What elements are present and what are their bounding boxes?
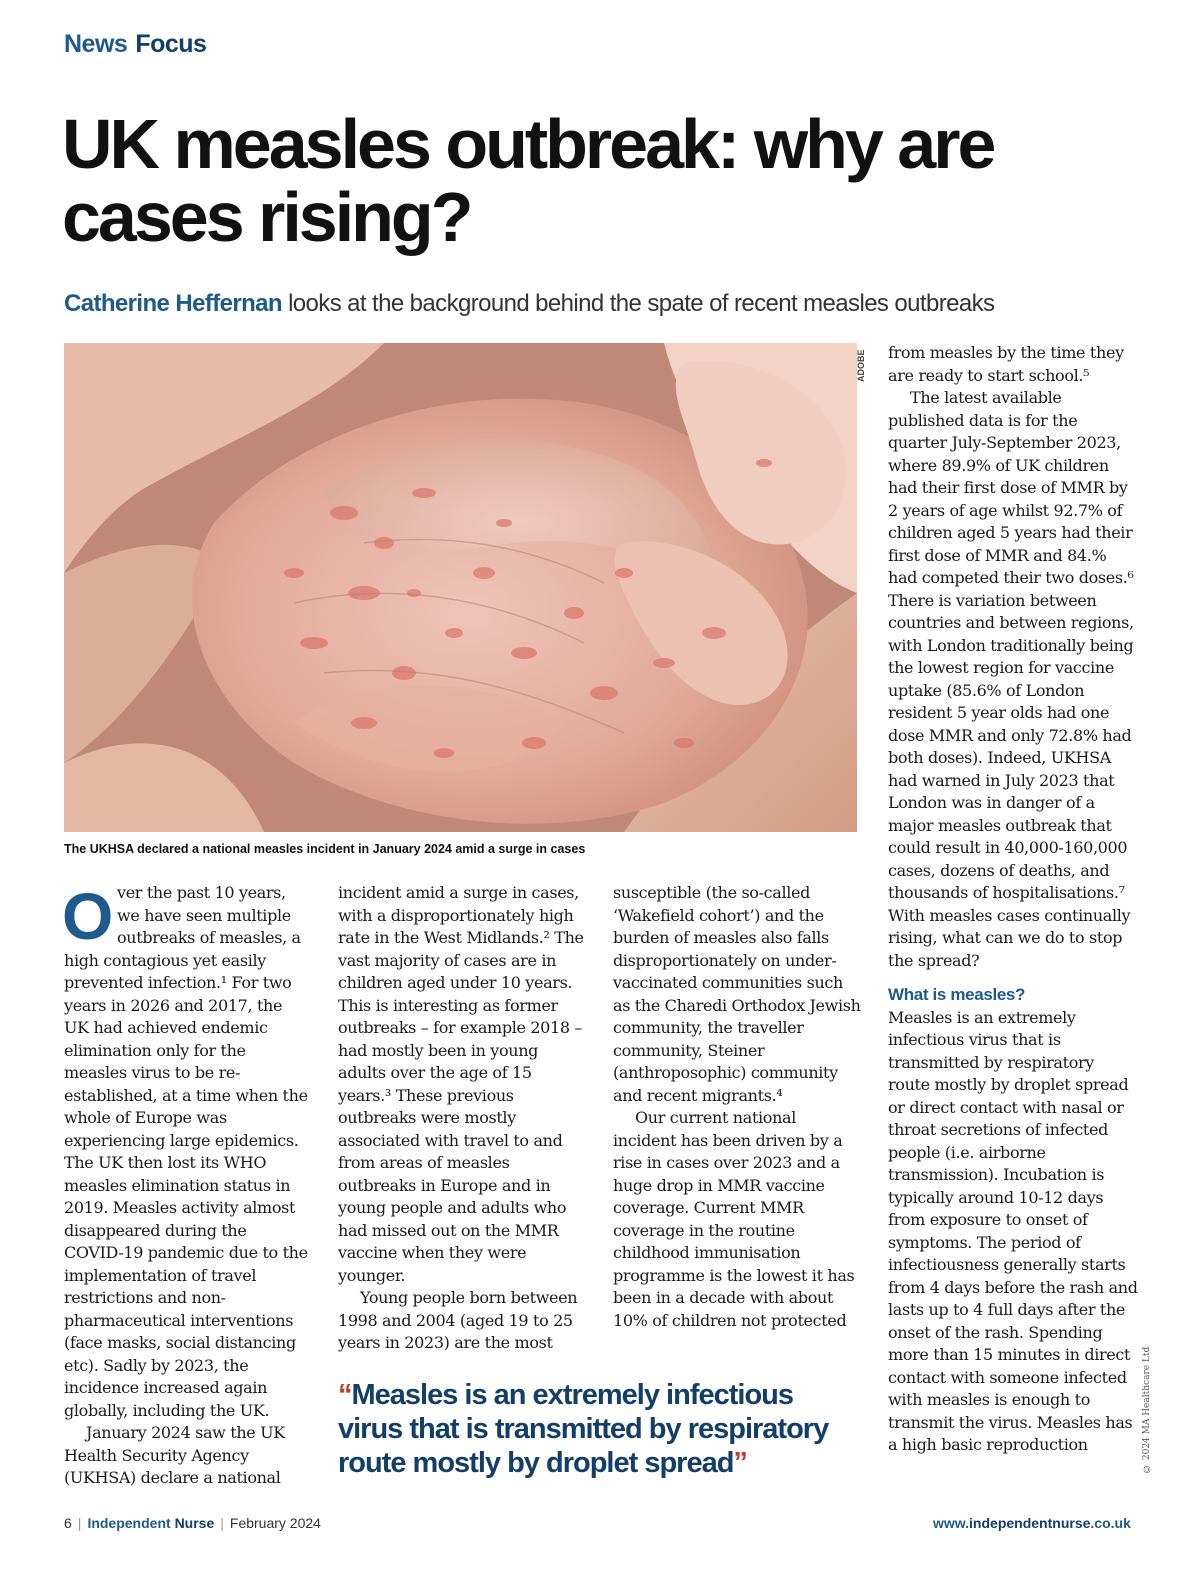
separator: | bbox=[77, 1515, 82, 1531]
spacer bbox=[888, 972, 1138, 984]
magazine-name-part1: Independent bbox=[87, 1515, 171, 1531]
photo-credit: ADOBE bbox=[856, 349, 866, 383]
page-number: 6 bbox=[64, 1515, 72, 1531]
article-photo bbox=[64, 343, 857, 832]
body-paragraph: from measles by the time they are ready to start school.⁵ bbox=[888, 343, 1124, 385]
body-paragraph: incident amid a surge in cases, with a disproportionately high rate in the West Midlands.² The vast majority of cases are in children aged under 10 years. This is interesting as former outbreaks – for example 2018 – had mostly been in young adults over the age of 15 years.³ These previous outbreaks were mostly associated with travel to and from areas of measles outbreaks in Europe and in young people and adults who had missed out on the MMR vaccine when they were younger. bbox=[338, 883, 584, 1285]
page-footer bbox=[64, 1515, 321, 1531]
standfirst bbox=[64, 290, 1144, 318]
section-focus: Focus bbox=[135, 30, 207, 58]
standfirst-text: looks at the background behind the spate of recent measles outbreaks bbox=[288, 290, 995, 317]
issue-date: February 2024 bbox=[229, 1515, 321, 1531]
headline-line1: UK measles outbreak: why are bbox=[62, 105, 994, 183]
dropcap: O bbox=[62, 879, 113, 953]
article-column-3 bbox=[613, 882, 863, 1332]
body-paragraph: Measles is an extremely infectious virus that is transmitted by respiratory route mostly by droplet spread or direct contact with nasal or throat secretions of infected people (i.e. airborne transmission). Incubation is typically around 10-12 days from exposure to onset of symptoms. The period of infectiousness generally starts from 4 days before the rash and lasts up to 4 full days after the onset of the rash. Spending more than 15 minutes in direct contact with someone infected with measles is enough to transmit the virus. Measles has a high basic reproduction bbox=[888, 1007, 1138, 1454]
separator: | bbox=[220, 1515, 224, 1531]
section-subhead: What is measles? bbox=[888, 985, 1026, 1004]
article-column-2 bbox=[338, 882, 586, 1355]
url-domain: independentnurse bbox=[969, 1515, 1091, 1531]
article-column-1 bbox=[62, 879, 309, 1490]
magazine-name-part2: Nurse bbox=[174, 1515, 215, 1531]
url-prefix: www. bbox=[933, 1515, 970, 1531]
copyright-notice: © 2024 MA Healthcare Ltd bbox=[1142, 1346, 1152, 1474]
article-headline bbox=[62, 105, 1062, 256]
body-paragraph: susceptible (the so-called ‘Wakefield cohort’) and the burden of measles also falls disproportionately on under-vaccinated communities such as the Charedi Orthodox Jewish community, the traveller community, Steiner (anthroposophic) community and recent migrants.⁴ bbox=[613, 883, 861, 1105]
body-paragraph bbox=[62, 879, 309, 1422]
body-paragraph: January 2024 saw the UK Health Security Agency (UKHSA) declare a national bbox=[64, 1423, 285, 1487]
baby-hand-rash-illustration bbox=[64, 343, 857, 832]
section-news: News bbox=[64, 30, 128, 58]
body-paragraph: The latest available published data is for the quarter July-September 2023, where 89.9% of UK children had their first dose of MMR by 2 years of age whilst 92.7% of children aged 5 years had their first dose of MMR and 84.% had competed their two doses.⁶ There is variation between countries and between regions, with London traditionally being the lowest region for vaccine uptake (85.6% of London resident 5 year olds had one dose MMR and only 72.8% had both doses). Indeed, UKHSA had warned in July 2023 that London was in danger of a major measles outbreak that could result in 40,000-160,000 cases, dozens of deaths, and thousands of hospitalisations.⁷ With measles cases continually rising, what can we do to stop the spread? bbox=[888, 388, 1134, 970]
body-paragraph: Young people born between 1998 and 2004 (aged 19 to 25 years in 2023) are the most bbox=[338, 1288, 578, 1352]
photo-caption: The UKHSA declared a national measles incident in January 2024 amid a surge in cases bbox=[64, 842, 586, 856]
author-name: Catherine Heffernan bbox=[64, 290, 282, 317]
body-text: ver the past 10 years, we have seen multiple outbreaks of measles, a high contagious yet easily prevented infection.¹ For two years in 2026 and 2017, the UK had achieved endemic elimination only for the measles virus to be re-established, at a time when the whole of Europe was experiencing large epidemics. The UK then lost its WHO measles elimination status in 2019. Measles activity almost disappeared during the COVID-19 pandemic due to the implementation of travel restrictions and non-pharmaceutical interventions (face masks, social distancing etc). Sadly by 2023, the incidence increased again globally, including the UK. bbox=[64, 883, 308, 1420]
open-quote-mark: “ bbox=[338, 1379, 352, 1411]
pull-quote bbox=[338, 1378, 848, 1480]
section-label bbox=[64, 30, 214, 59]
url-suffix: .co.uk bbox=[1090, 1515, 1131, 1531]
website-link[interactable] bbox=[933, 1515, 1131, 1531]
close-quote-mark: ” bbox=[733, 1447, 747, 1479]
body-paragraph: Our current national incident has been driven by a rise in cases over 2023 and a huge drop in MMR vaccine coverage. Current MMR coverage in the routine childhood immunisation programme is the lowest it has been in a decade with about 10% of children not protected bbox=[613, 1108, 855, 1330]
headline-line2: cases rising? bbox=[62, 178, 471, 256]
article-column-4 bbox=[888, 342, 1138, 1457]
pull-quote-text: Measles is an extremely infectious virus that is transmitted by respiratory route mostly by droplet spread bbox=[338, 1379, 829, 1479]
